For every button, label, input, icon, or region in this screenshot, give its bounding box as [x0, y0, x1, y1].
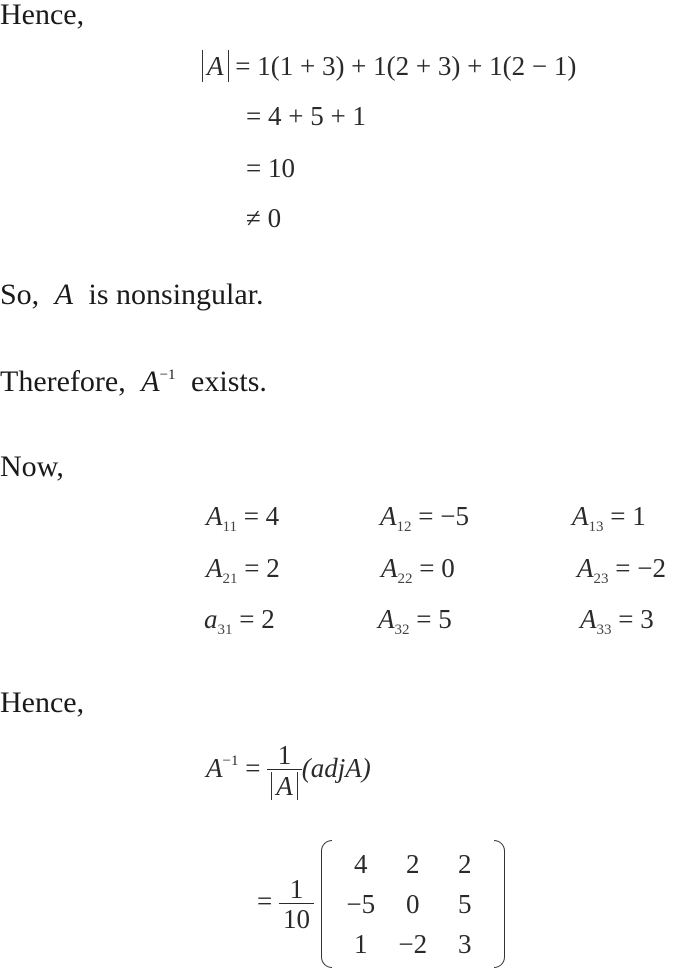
- matrix-row: 4 2 2: [353, 848, 472, 879]
- cofactor-23: $A_{23} = -2$: [577, 553, 666, 587]
- nonsingular-statement: [0, 280, 264, 310]
- fraction-one-tenth: $\frac{1}{10}$: [279, 876, 314, 933]
- so-suffix: is nonsingular.: [88, 278, 264, 311]
- fraction-one-over-det: $\frac{1}{A}$: [267, 742, 302, 800]
- determinant-line-3: = 10: [246, 153, 295, 183]
- therefore-prefix: Therefore,: [0, 365, 126, 398]
- det-lhs: A: [202, 50, 229, 82]
- so-prefix: So,: [0, 278, 40, 311]
- determinant-line-4: ≠ 0: [246, 203, 282, 233]
- cofactor-12: $A_{12} = -5$: [380, 501, 469, 535]
- adjoint-term: (adjA): [301, 753, 371, 784]
- matrix-row: −5 0 5: [346, 888, 472, 919]
- hence-label-2: Hence,: [0, 686, 85, 719]
- matrix-var: A: [54, 278, 74, 311]
- determinant-line-1: [202, 50, 576, 82]
- inverse-sup: −1: [159, 367, 176, 383]
- inverse-lhs-sup: −1: [222, 753, 239, 770]
- cofactor-31: $a_{31} = 2$: [204, 604, 275, 638]
- cofactor-21: $A_{21} = 2$: [206, 553, 280, 587]
- cofactor-22: $A_{22} = 0$: [381, 553, 455, 587]
- therefore-suffix: exists.: [191, 365, 267, 398]
- inverse-formula: $A^{-1}$ = $\frac{1}{A}$ (adjA): [206, 740, 371, 801]
- determinant-line-2: = 4 + 5 + 1: [246, 101, 366, 131]
- now-label: Now,: [0, 450, 64, 483]
- matrix-row: 1 −2 3: [353, 928, 472, 959]
- cofactor-11: $A_{11} = 4$: [206, 501, 280, 535]
- inverse-exists-statement: [0, 367, 267, 397]
- adjoint-matrix: [321, 840, 505, 968]
- cofactor-33: $A_{33} = 3$: [580, 604, 654, 638]
- inverse-lhs-var: A: [206, 753, 223, 784]
- cofactor-13: $A_{13} = 1$: [572, 501, 646, 535]
- hence-label-1: Hence,: [0, 0, 85, 31]
- inverse-result: = $\frac{1}{10}$ 4 2 2 −5 0 5 1 −2 3: [257, 840, 505, 968]
- det-expansion: = 1(1 + 3) + 1(2 + 3) + 1(2 − 1): [235, 51, 577, 81]
- inverse-var: A: [141, 365, 160, 398]
- cofactor-32: $A_{32} = 5$: [378, 604, 452, 638]
